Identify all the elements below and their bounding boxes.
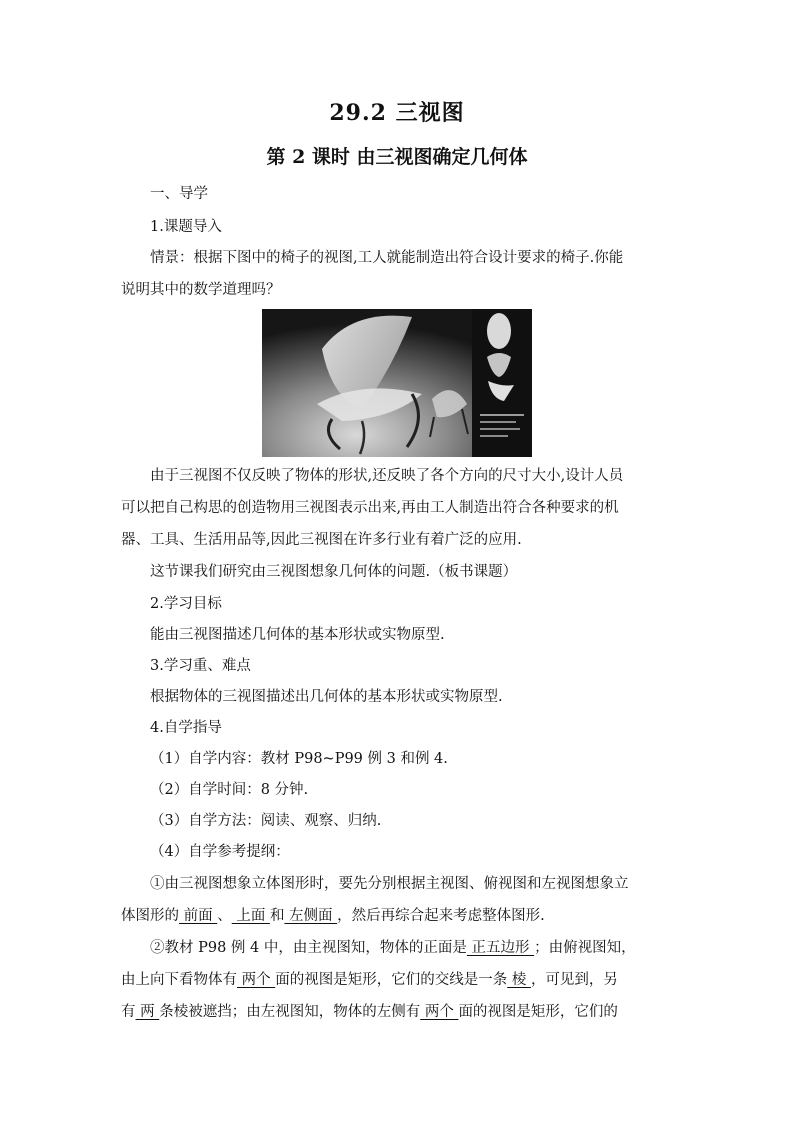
answer-blank: 正五边形	[466, 940, 535, 956]
text-segment: 、	[217, 908, 232, 924]
guide-item: （4）自学参考提纲：	[150, 844, 290, 860]
answer-blank: 两	[135, 1004, 160, 1020]
subsection-heading: 1.课题导入	[150, 219, 222, 235]
page-subtitle: 第 2 课时 由三视图确定几何体	[266, 146, 528, 168]
paragraph-line: 这节课我们研究由三视图想象几何体的问题.（板书课题）	[150, 564, 518, 580]
outline-line: ①由三视图想象立体图形时，要先分别根据主视图、俯视图和左视图想象立	[150, 876, 629, 892]
guide-item: （1）自学内容：教材 P98~P99 例 3 和例 4.	[150, 751, 448, 767]
answer-blank: 上面	[231, 908, 270, 924]
text-segment: 面的视图是矩形，它们的	[458, 1004, 618, 1020]
text-segment: ②教材 P98 例 4 中，由主视图知，物体的正面是	[150, 940, 467, 956]
answer-blank: 左侧面	[284, 908, 338, 924]
guide-item: （3）自学方法：阅读、观察、归纳.	[150, 813, 382, 829]
text-segment: ，然后再综合起来考虑整体图形.	[337, 908, 545, 924]
subsection-heading: 4.自学指导	[150, 720, 222, 736]
answer-blank: 两个	[237, 972, 276, 988]
paragraph-line: 器、工具、生活用品等,因此三视图在许多行业有着广泛的应用.	[121, 532, 522, 548]
paragraph-line: 情景：根据下图中的椅子的视图,工人就能制造出符合设计要求的椅子.你能	[150, 250, 624, 266]
answer-blank: 两个	[420, 1004, 459, 1020]
chair-image	[262, 309, 532, 457]
text-segment: 条棱被遮挡；由左视图知，物体的左侧有	[159, 1004, 421, 1020]
chair-views-photo	[262, 309, 532, 457]
subsection-heading: 2.学习目标	[150, 596, 222, 612]
text-segment: 有	[121, 1004, 136, 1020]
section-heading: 一、导学	[150, 186, 208, 202]
outline-line	[121, 970, 618, 990]
text-segment: ，可见到，另	[530, 972, 618, 988]
text-segment: 由上向下看物体有	[121, 972, 237, 988]
text-segment: 体图形的	[121, 908, 179, 924]
text-segment: ；由俯视图知，	[534, 940, 636, 956]
outline-line	[150, 938, 636, 958]
answer-blank: 前面	[179, 908, 218, 924]
outline-line	[121, 1002, 618, 1022]
subsection-heading: 3.学习重、难点	[150, 658, 251, 674]
guide-item: （2）自学时间：8 分钟.	[150, 782, 309, 798]
paragraph-line: 根据物体的三视图描述出几何体的基本形状或实物原型.	[150, 689, 503, 705]
paragraph-line: 由于三视图不仅反映了物体的形状,还反映了各个方向的尺寸大小,设计人员	[150, 468, 624, 484]
text-segment: 面的视图是矩形，它们的交线是一条	[275, 972, 508, 988]
text-segment: 和	[269, 908, 285, 924]
page-title: 29.2 三视图	[329, 100, 465, 126]
outline-line	[121, 906, 545, 926]
answer-blank: 棱	[507, 972, 531, 988]
paragraph-line: 可以把自己构思的创造物用三视图表示出来,再由工人制造出符合各种要求的机	[121, 500, 619, 516]
paragraph-line: 能由三视图描述几何体的基本形状或实物原型.	[150, 627, 445, 643]
paragraph-line: 说明其中的数学道理吗？	[121, 282, 281, 298]
